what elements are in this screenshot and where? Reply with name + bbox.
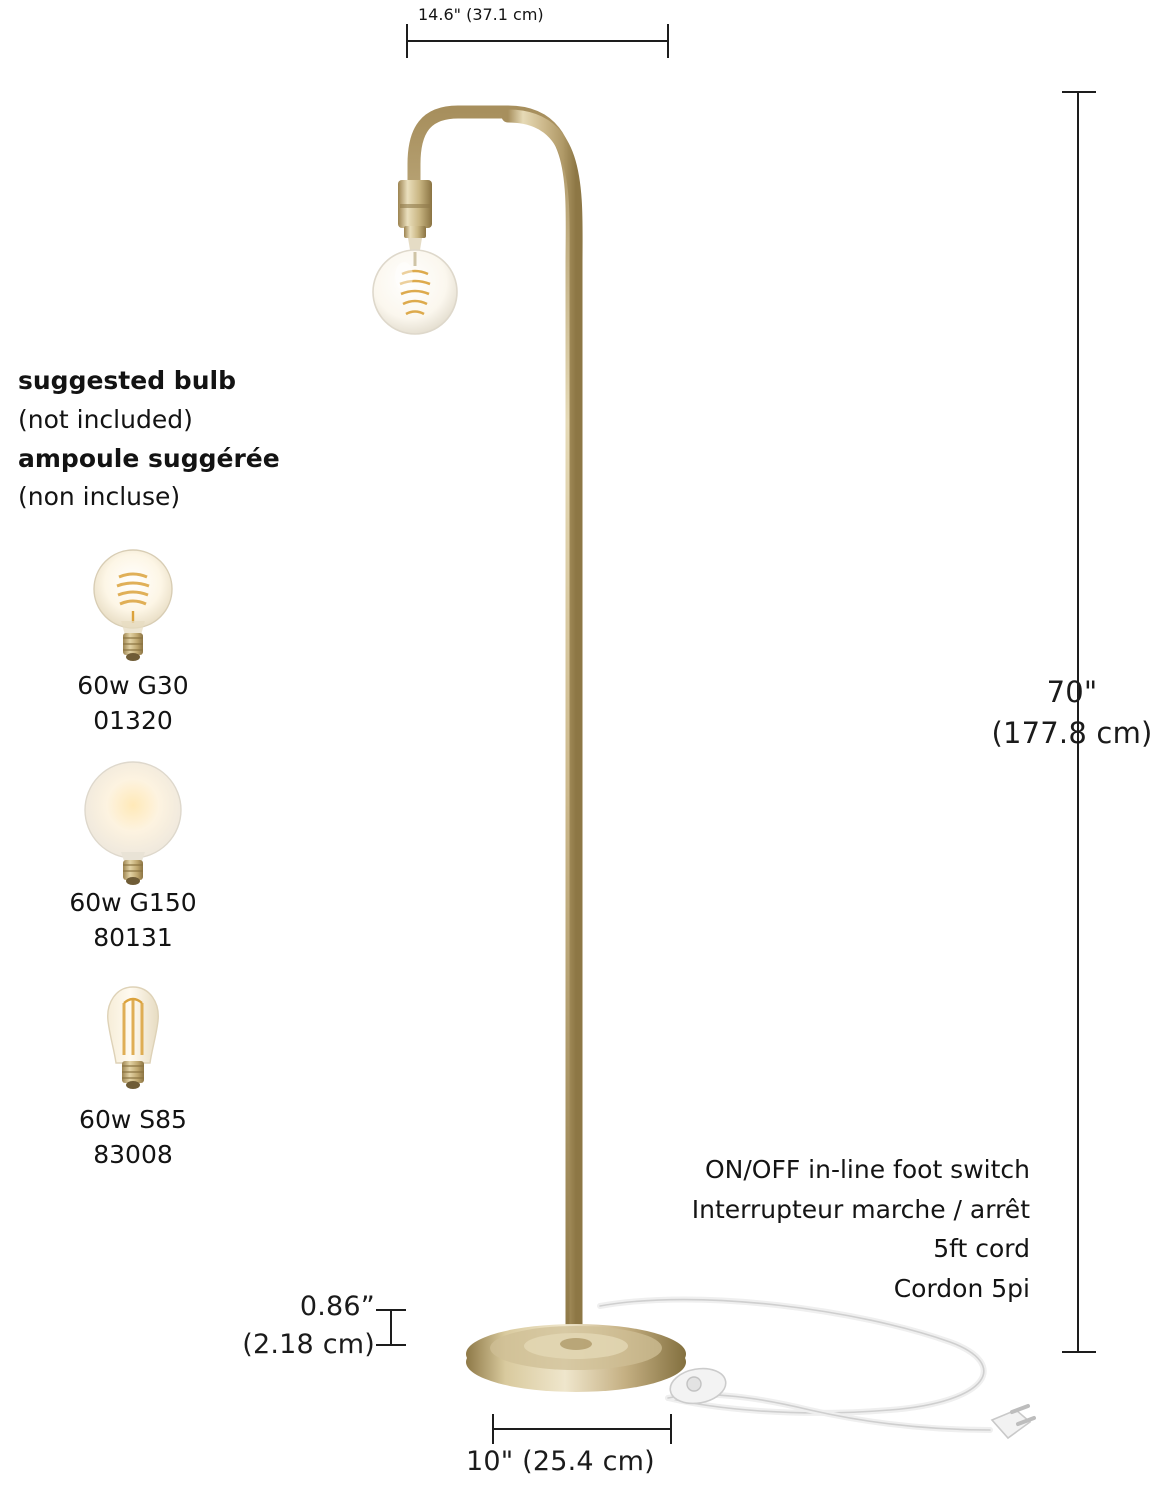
top-width-dimension-cap-left [406, 24, 408, 58]
top-width-dimension-cap-right [667, 24, 669, 58]
bulb-option-2 [18, 760, 248, 955]
cord-note-switch-en: ON/OFF in-line foot switch [704, 1155, 1030, 1184]
power-cord-illustration [560, 1280, 1120, 1460]
bulb-option-2-code: 80131 [93, 922, 173, 952]
bulb-g30-icon [18, 543, 248, 669]
bulb-option-1-code: 01320 [93, 705, 173, 735]
bulb-option-3-code: 83008 [93, 1139, 173, 1169]
suggested-bulb-subheading-fr: (non incluse) [18, 482, 181, 512]
cord-note-length-en: 5ft cord [933, 1234, 1030, 1263]
bulb-s85-icon [18, 977, 248, 1103]
height-dimension-label-cm: (177.8 cm) [991, 716, 1153, 751]
bulb-option-1 [18, 543, 248, 738]
height-dimension-label [988, 672, 1156, 754]
suggested-bulb-subheading-en: (not included) [18, 404, 193, 434]
bulb-option-2-name: 60w G150 [69, 888, 197, 917]
bulb-option-3 [18, 977, 248, 1172]
top-width-dimension-line [406, 40, 669, 42]
bulb-g150-icon [18, 760, 248, 886]
cord-note-length-fr: Cordon 5pi [893, 1273, 1030, 1303]
base-width-cap-left [492, 1414, 494, 1444]
base-thickness-inches: 0.86” [299, 1291, 375, 1322]
height-dimension-label-inches: 70" [1046, 675, 1098, 709]
plug-icon [992, 1406, 1034, 1438]
base-width-dimension-label: 10" (25.4 cm) [466, 1446, 655, 1477]
bulb-option-3-name: 60w S85 [79, 1105, 187, 1134]
suggested-bulb-heading-en: suggested bulb [18, 366, 236, 395]
bulb-option-1-name: 60w G30 [77, 671, 189, 700]
height-dimension-cap-top [1062, 91, 1096, 93]
suggested-bulb-heading-fr: ampoule suggérée [18, 443, 280, 473]
base-thickness-cm: (2.18 cm) [242, 1329, 375, 1361]
top-width-dimension-label: 14.6" (37.1 cm) [418, 5, 544, 24]
floor-lamp-illustration [330, 60, 750, 1400]
suggested-bulb-panel [18, 362, 288, 1172]
cord-note-switch-fr: Interrupteur marche / arrêt [691, 1194, 1030, 1224]
